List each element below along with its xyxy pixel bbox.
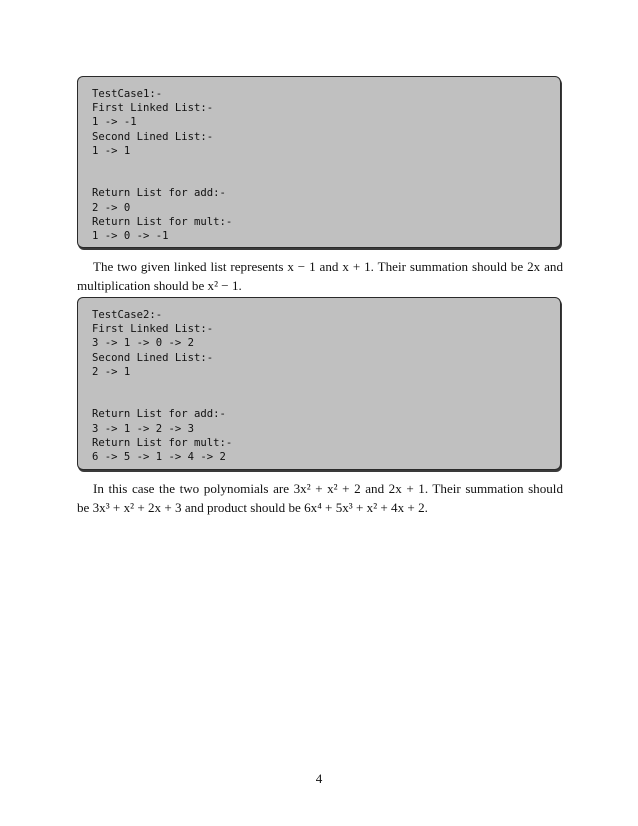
paragraph-line: be 3x³ + x² + 2x + 3 and product should be 6x⁴ + 5x³ + x² + 4x + 2. bbox=[77, 500, 428, 515]
paragraph-testcase2-explanation bbox=[77, 479, 563, 517]
code-line-blank bbox=[92, 172, 232, 186]
code-line: Second Lined List:- bbox=[92, 130, 214, 143]
code-line: Return List for add:- bbox=[92, 408, 226, 421]
code-line: 2 -> 0 bbox=[92, 201, 131, 214]
code-text-testcase2 bbox=[92, 308, 232, 464]
code-line: 3 -> 1 -> 0 -> 2 bbox=[92, 337, 195, 350]
code-line: First Linked List:- bbox=[92, 323, 214, 336]
code-line: Return List for mult:- bbox=[92, 215, 233, 228]
code-line: 3 -> 1 -> 2 -> 3 bbox=[92, 422, 195, 435]
code-line: Return List for mult:- bbox=[92, 436, 233, 449]
paragraph-line: The two given linked list represents x − 1 and x + 1. Their summation should be 2x and bbox=[93, 259, 563, 274]
code-line: TestCase2:- bbox=[92, 309, 163, 321]
code-line: 6 -> 5 -> 1 -> 4 -> 2 bbox=[92, 450, 226, 463]
code-block-testcase2 bbox=[77, 297, 561, 470]
code-line: 1 -> 0 -> -1 bbox=[92, 229, 169, 242]
code-line: 1 -> -1 bbox=[92, 116, 137, 129]
code-line: 2 -> 1 bbox=[92, 365, 131, 378]
page-number: 4 bbox=[315, 771, 323, 786]
code-line-blank bbox=[92, 393, 232, 407]
code-line: 1 -> 1 bbox=[92, 144, 131, 157]
code-line: Return List for add:- bbox=[92, 187, 226, 200]
code-block-testcase1 bbox=[77, 76, 561, 248]
code-line-blank bbox=[92, 158, 232, 172]
code-line: TestCase1:- bbox=[92, 88, 163, 100]
paragraph-line: In this case the two polynomials are 3x² + x² + 2 and 2x + 1. Their summation should bbox=[93, 481, 563, 496]
code-line: First Linked List:- bbox=[92, 102, 214, 115]
code-line-blank bbox=[92, 379, 232, 393]
paragraph-testcase1-explanation bbox=[77, 257, 563, 295]
code-text-testcase1 bbox=[92, 87, 232, 243]
code-line: Second Lined List:- bbox=[92, 351, 214, 364]
paragraph-line: multiplication should be x² − 1. bbox=[77, 278, 242, 293]
